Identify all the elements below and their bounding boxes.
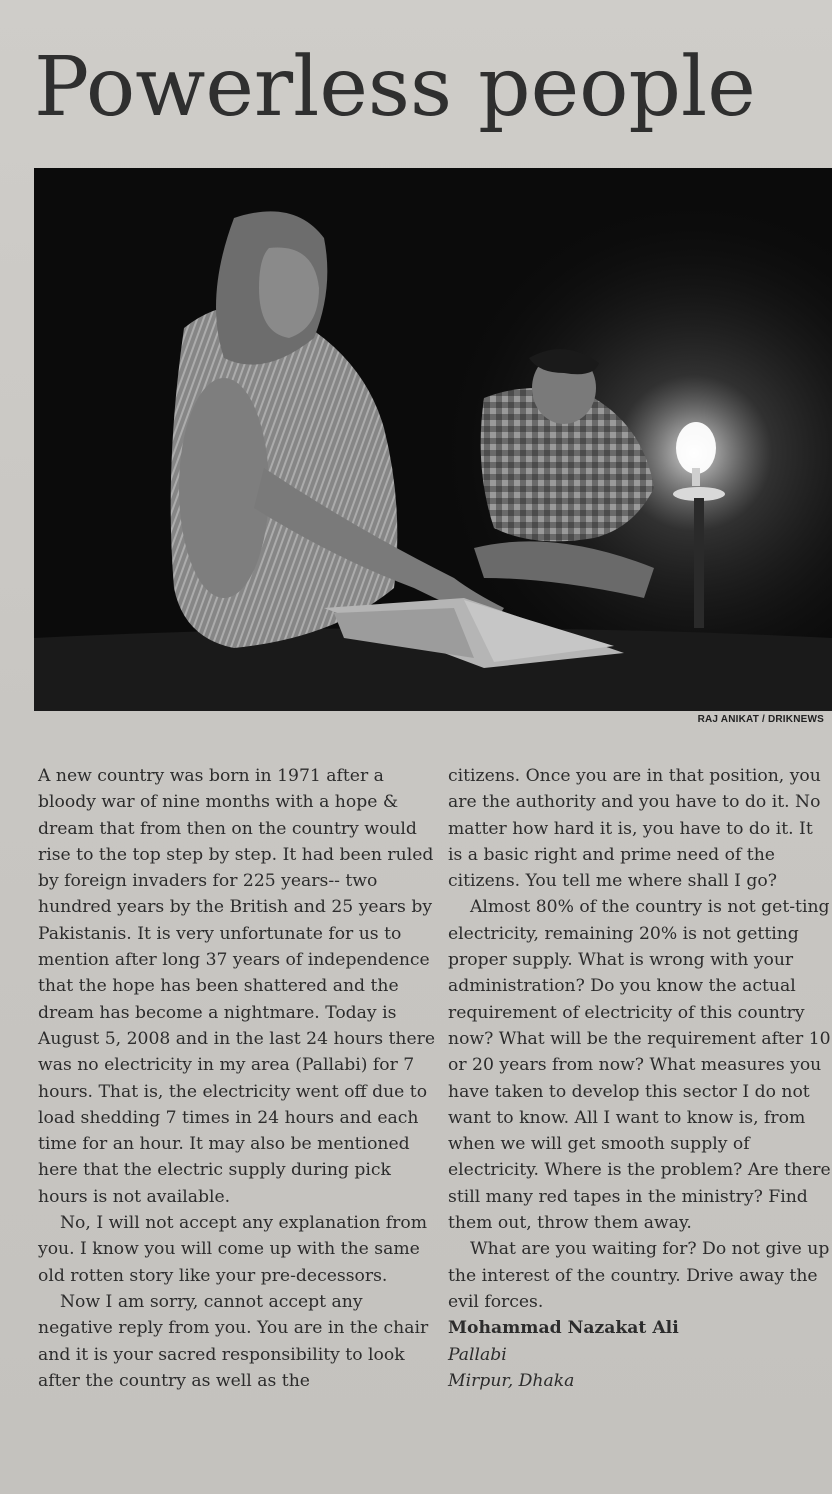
paragraph: Almost 80% of the country is not get-ting electricity, remaining 20% is not getting proper supply. What is wrong with your administration? Do you know the actual requirement of electricity of this country now? What will be the requirement after 10 or 20 years from now? What measures you have taken to develop this sector I do not want to know. All I want to know is, from when we will get smooth supply of electricity. Where is the problem? Are there still many red tapes in the ministry? Find them out, throw them away.: [448, 897, 831, 1234]
signature-area: Pallabi: [448, 1344, 507, 1365]
headline: Powerless people: [34, 40, 756, 135]
paragraph: citizens. Once you are in that position, you are the authority and you have to do it. No matter how hard it is, you have to do it. It is a basic right and prime need of the citizens. You tell me where shall I go?: [448, 766, 821, 892]
photo-illustration: [34, 168, 832, 711]
article-column-right: [448, 763, 832, 1394]
photo-credit: RAJ ANIKAT / DRIKNEWS: [697, 714, 824, 725]
signature-city: Mirpur, Dhaka: [448, 1370, 575, 1391]
paragraph: Now I am sorry, cannot accept any negative reply from you. You are in the chair and it is your sacred responsibility to look after the country as well as the: [38, 1291, 429, 1391]
article-column-left: [38, 763, 438, 1394]
signature-name: Mohammad Nazakat Ali: [448, 1318, 679, 1339]
article-photo: [34, 168, 832, 711]
paragraph: A new country was born in 1971 after a bloody war of nine months with a hope & dream that from then on the country would rise to the top step by step. It had been ruled by foreign invaders for 225 years-- two hundred years by the British and 25 years by Pakistanis. It is very unfortunate for us to mention after long 37 years of independence that the hope has been shattered and the dream has become a nightmare. Today is August 5, 2008 and in the last 24 hours there was no electricity in my area (Pallabi) for 7 hours. That is, the electricity went off due to load shedding 7 times in 24 hours and each time for an hour. It may also be mentioned here that the electric supply during pick hours is not available.: [38, 766, 436, 1207]
paragraph: What are you waiting for? Do not give up the interest of the country. Drive away the evil forces.: [448, 1239, 830, 1312]
paragraph: No, I will not accept any explanation from you. I know you will come up with the same old rotten story like your pre-decessors.: [38, 1213, 427, 1286]
